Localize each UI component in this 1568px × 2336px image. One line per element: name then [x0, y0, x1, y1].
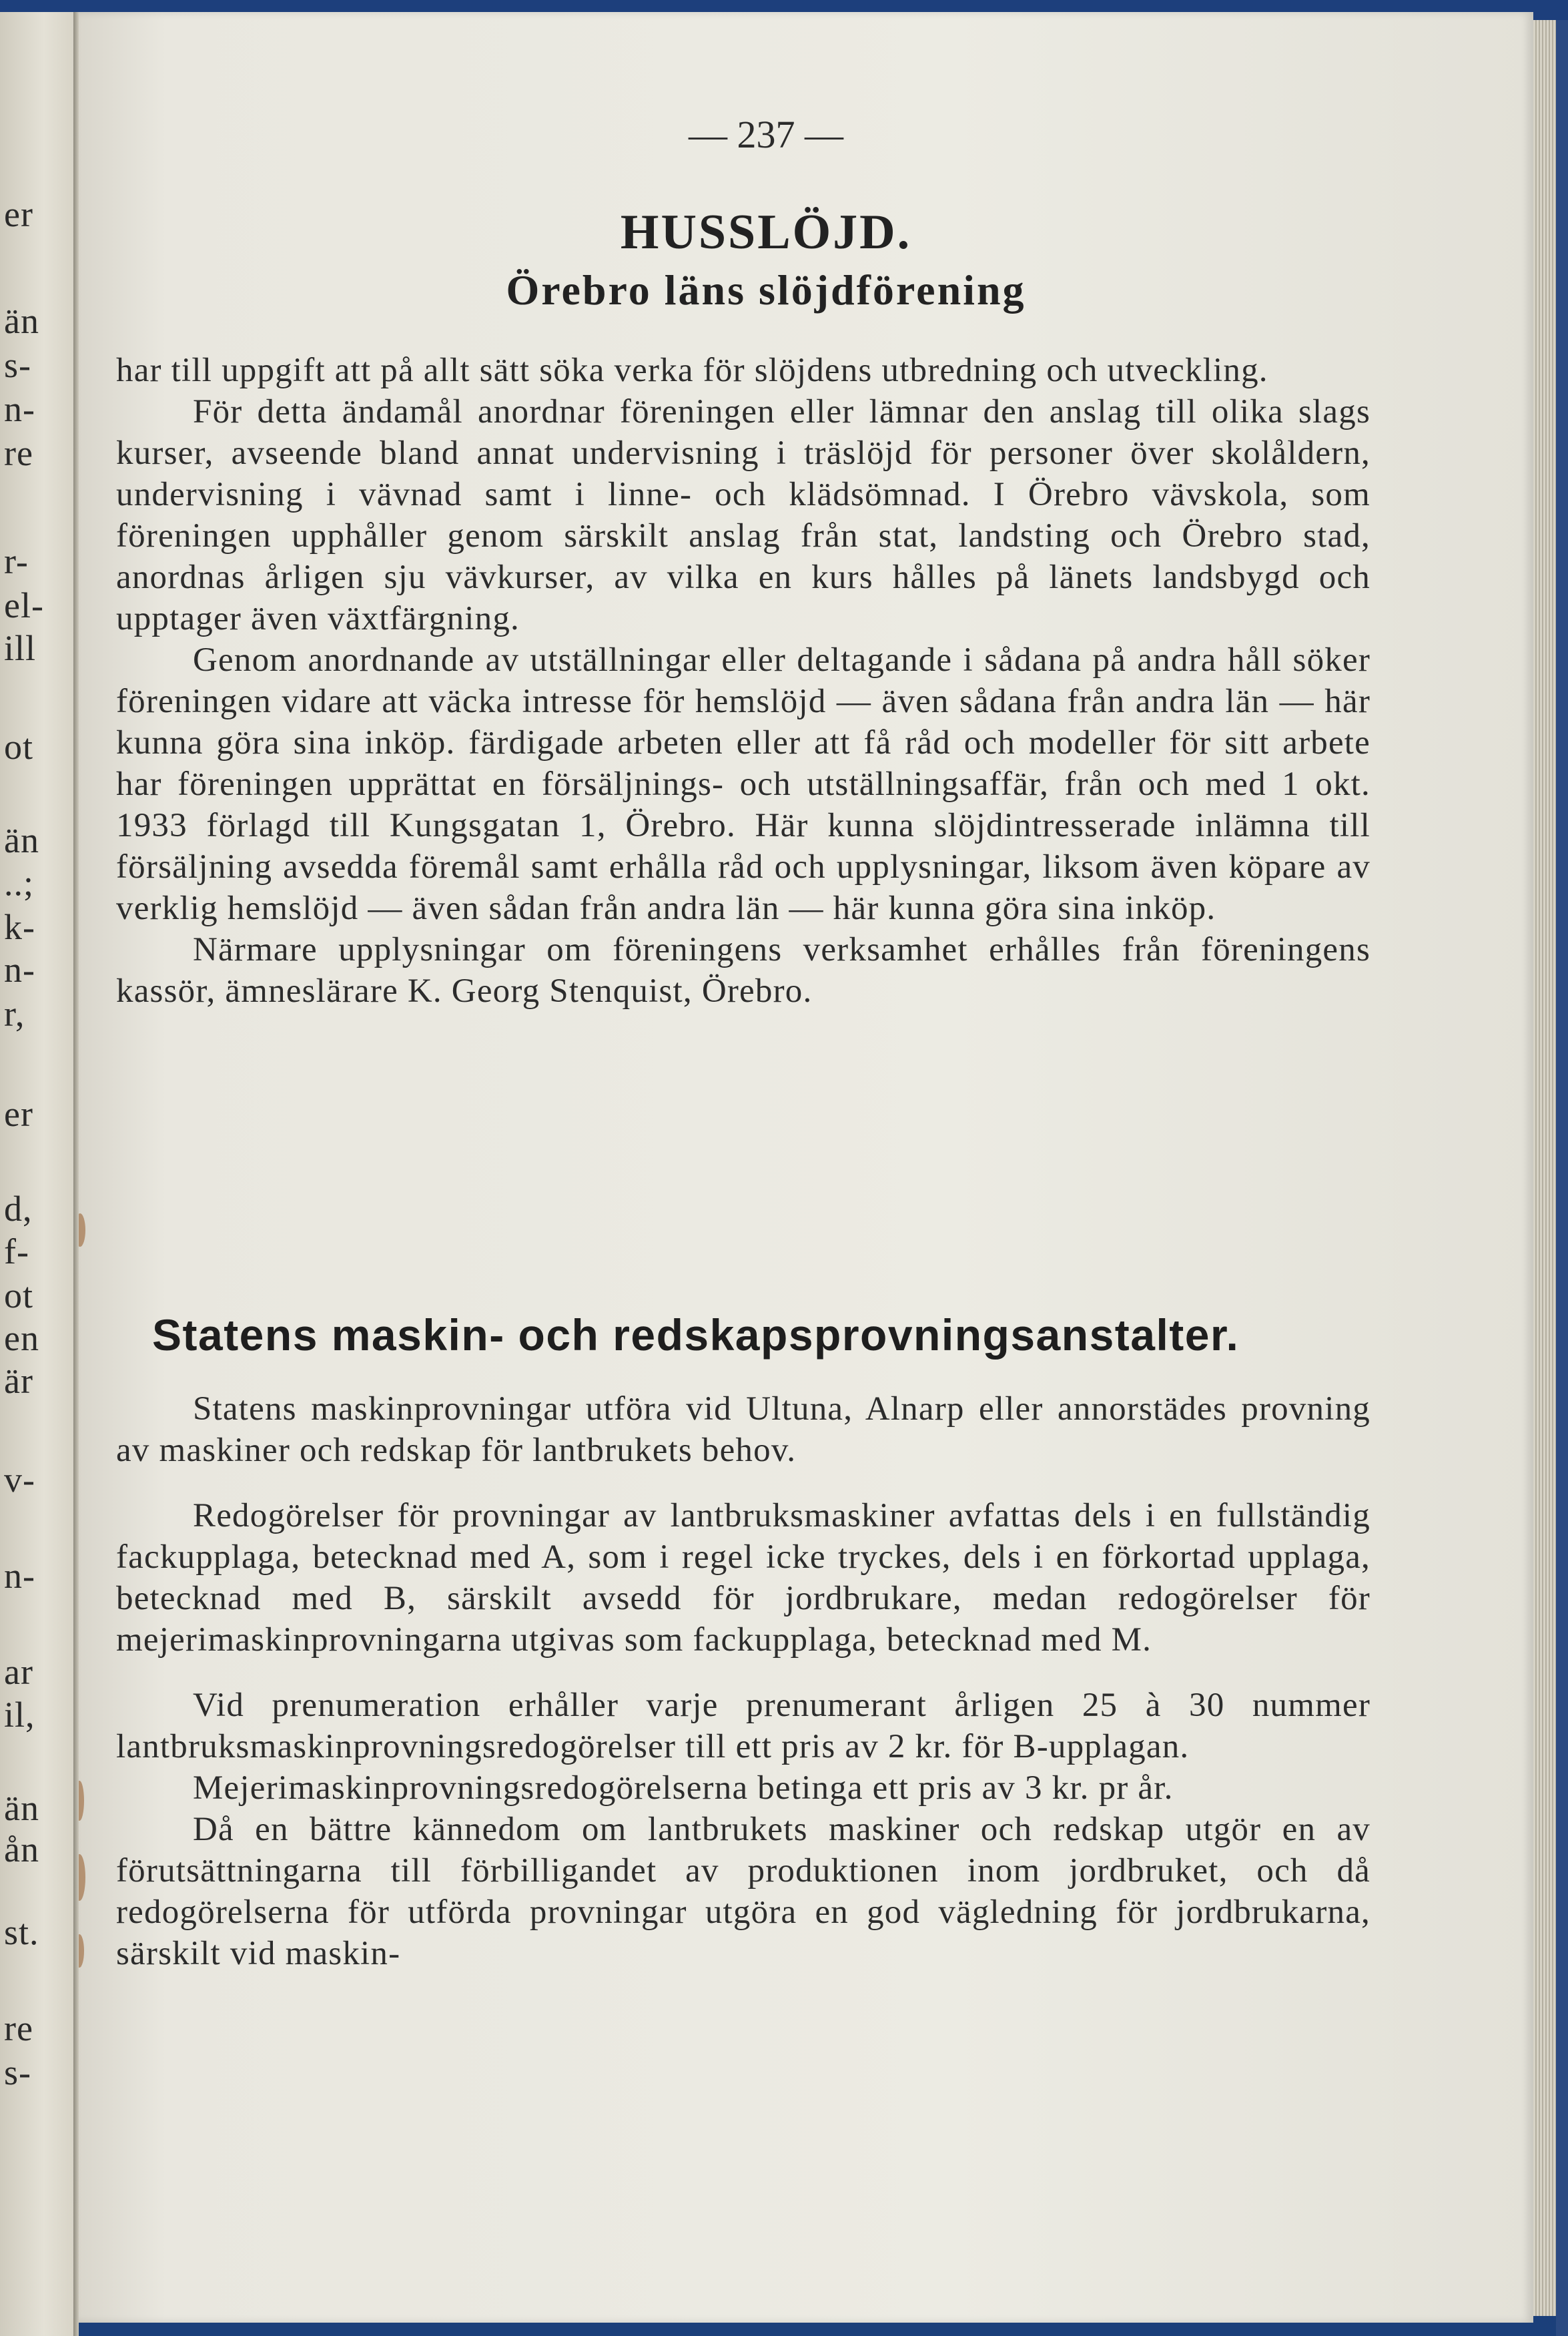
previous-page-edge — [0, 12, 75, 2336]
left-page-fragment: r- — [4, 541, 29, 581]
section-title: Statens maskin- och redskapsprovningsanstalter. — [152, 1310, 1240, 1360]
page-title: HUSSLÖJD. — [620, 205, 912, 260]
book-page — [79, 12, 1533, 2323]
age-stain — [79, 1213, 85, 1247]
left-page-fragment: ot — [4, 727, 34, 767]
paragraph: Statens maskinprovningar utföra vid Ultuna, Alnarp eller annorstädes provning av maskiner och redskap för lantbrukets behov. — [116, 1390, 1370, 1469]
left-page-fragment: ar — [4, 1652, 33, 1692]
left-page-fragment: ..; — [4, 863, 35, 903]
left-page-fragment: s- — [4, 2052, 31, 2092]
left-page-fragment: än — [4, 301, 39, 341]
left-page-fragment: st. — [4, 1912, 39, 1952]
section-2-body — [116, 1388, 1370, 1974]
left-page-fragment: er — [4, 1094, 33, 1134]
section-subtitle: Örebro läns slöjdförening — [506, 266, 1026, 314]
page-number: — 237 — — [689, 113, 843, 156]
paragraph: Genom anordnande av utställningar eller deltagande i sådana på andra håll söker föreningen vidare att väcka intresse för hemslöjd — även sådana från andra län — här kunna göra sina inköp. färdigade arbeten eller att få råd och modeller för sitt arbete har föreningen upprättat en försäljnings- och utställningsaffär, från och med 1 okt. 1933 förlagd till Kungsgatan 1, Örebro. Här kunna slöjdintresserade inlämna till försäljning avsedda föremål samt erhålla råd och upplysningar, liksom även köpare av verklig hemslöjd — även sådan från andra län — här kunna göra sina inköp. — [116, 641, 1370, 927]
left-page-fragment: än — [4, 820, 39, 860]
age-stain — [79, 1781, 84, 1821]
left-page-fragment: re — [4, 433, 33, 473]
age-stain — [79, 1934, 84, 1968]
age-stain — [79, 1854, 85, 1901]
left-page-fragment: re — [4, 2008, 33, 2048]
paragraph: Då en bättre kännedom om lantbrukets maskiner och redskap utgör en av förutsättningarna till förbilligandet av produktionen inom jordbruket, och då redogörelserna för utförda provningar utgöra en god vägledning för jordbrukarna, särskilt vid maskin- — [116, 1811, 1370, 1972]
left-page-fragment: k- — [4, 907, 35, 947]
left-page-fragment: n- — [4, 1556, 35, 1596]
left-page-fragment: en — [4, 1318, 39, 1358]
paragraph: har till uppgift att på allt sätt söka verka för slöjdens utbredning och utveckling. — [116, 352, 1268, 389]
paragraph: Mejerimaskinprovningsredogörelserna betinga ett pris av 3 kr. pr år. — [193, 1769, 1174, 1807]
page-stack-edge — [1533, 20, 1556, 2316]
left-page-fragment: r, — [4, 994, 25, 1034]
left-page-fragment: il, — [4, 1695, 35, 1735]
book-cover-edge — [1556, 20, 1568, 2336]
paragraph: Vid prenumeration erhåller varje prenumerant årligen 25 à 30 nummer lantbruksmaskinprovningsredogörelser till ett pris av 2 kr. för B-upplagan. — [116, 1687, 1370, 1765]
left-page-fragment: v- — [4, 1460, 35, 1500]
section-1-body — [116, 350, 1370, 1012]
left-page-fragment: ån — [4, 1829, 39, 1869]
left-page-fragment: ot — [4, 1275, 34, 1316]
left-page-fragment: er — [4, 194, 33, 234]
left-page-fragment: n- — [4, 389, 35, 429]
left-page-fragment: ill — [4, 628, 37, 668]
paragraph: Redogörelser för provningar av lantbruksmaskiner avfattas dels i en fullständig fackupplaga, betecknad med A, som i regel icke tryckes, dels i en förkortad upplaga, betecknad med B, särskilt avsedd för jordbrukare, medan redogörelser för mejerimaskinprovningarna utgivas som fackupplaga, betecknad med M. — [116, 1497, 1370, 1659]
left-page-fragment: är — [4, 1361, 33, 1401]
left-page-fragment: f- — [4, 1231, 29, 1271]
left-page-fragment: s- — [4, 345, 31, 385]
paragraph: För detta ändamål anordnar föreningen eller lämnar den anslag till olika slags kurser, avseende bland annat undervisning i träslöjd för personer över skolåldern, undervisning i vävnad samt i linne- och klädsömnad. I Örebro vävskola, som föreningen upphåller genom särskilt anslag från stat, landsting och Örebro stad, anordnas årligen sju vävkurser, av vilka en kurs hålles på länets landsbygd och upptager även växtfärgning. — [116, 393, 1370, 637]
left-page-fragment: el- — [4, 585, 44, 625]
book-gutter — [73, 12, 79, 2336]
paragraph: Närmare upplysningar om föreningens verksamhet erhålles från föreningens kassör, ämneslärare K. Georg Stenquist, Örebro. — [116, 931, 1370, 1010]
left-page-fragment: n- — [4, 950, 35, 990]
left-page-fragment: d, — [4, 1189, 33, 1229]
left-page-fragment: än — [4, 1788, 39, 1828]
